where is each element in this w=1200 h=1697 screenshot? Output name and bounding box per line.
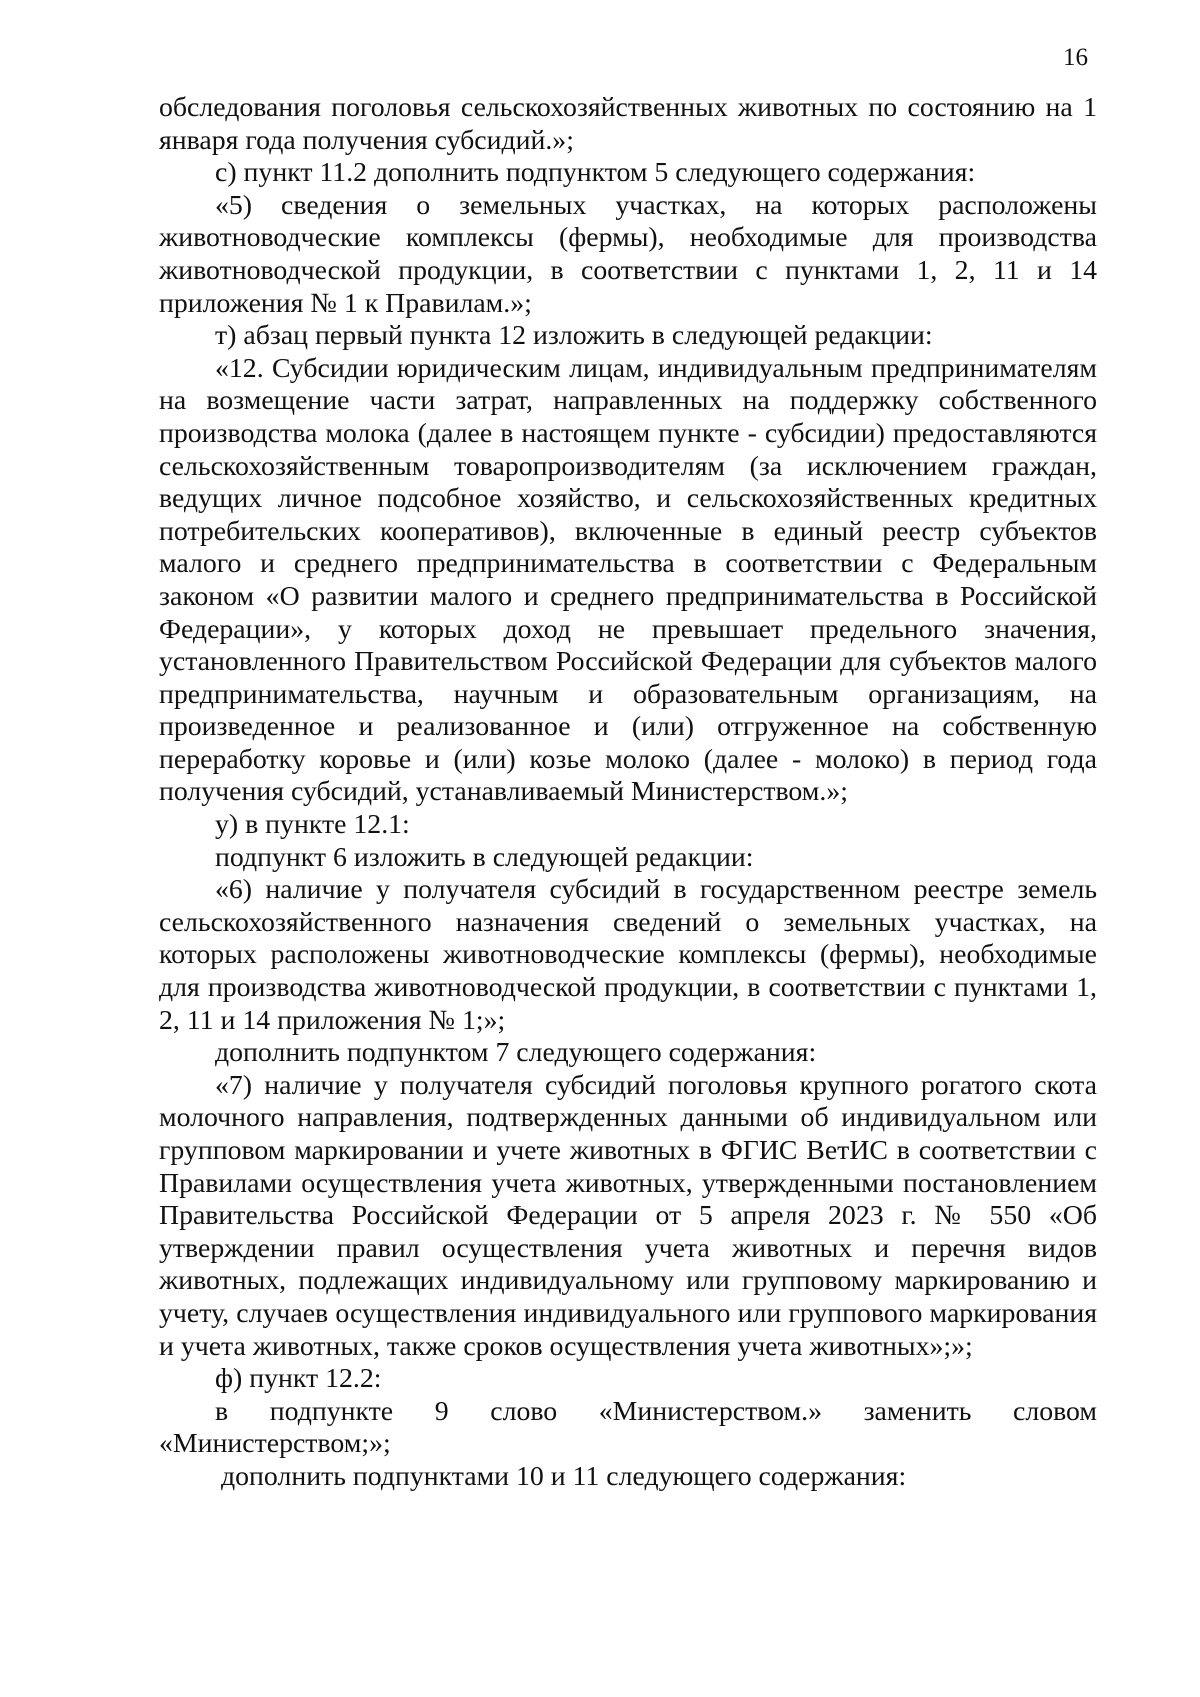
paragraph-item-f: ф) пункт 12.2: [215,1363,382,1395]
paragraph-item-s: с) пункт 11.2 дополнить подпунктом 5 следующего содержания: [215,157,976,189]
paragraph-item-t: т) абзац первый пункта 12 изложить в следующей редакции: [215,320,933,352]
paragraph-subitem-7: «7) наличие у получателя субсидий поголовья крупного рогатого скота молочного направления, подтвержденных данными об индивидуальном или групповом маркировании и учете животных в ФГИС ВетИС в соответствии с Правилами осуществления учета животных, утвержденными постановлением Правительства Российской Федерации от 5 апреля 2023 г. № 550 «Об утверждении правил осуществления учета животных и перечня видов животных, подлежащих индивидуальному или групповому маркированию и учету, случаев осуществления индивидуального или группового маркирования и учета животных, также сроков осуществления учета животных»;»; [159,1069,1097,1362]
document-body [159,92,1097,1494]
paragraph-subitem-7-intro: дополнить подпунктом 7 следующего содержания: [215,1037,817,1069]
paragraph-subitem-5: «5) сведения о земельных участках, на которых расположены животноводческие комплексы (фермы), необходимые для производства животноводческой продукции, в соответствии с пунктами 1, 2, 11 и 14 приложения № 1 к Правилам.»; [159,189,1097,319]
paragraph-subitem-9-replace: в подпункте 9 слово «Министерством.» заменить словом «Министерством;»; [159,1395,1097,1460]
paragraph-subitem-6: «6) наличие у получателя субсидий в государственном реестре земель сельскохозяйственного назначения сведений о земельных участках, на которых расположены животноводческие комплексы (фермы), необходимые для производства животноводческой продукции, в соответствии с пунктами 1, 2, 11 и 14 приложения № 1;»; [159,874,1097,1036]
page-number: 16 [1063,44,1088,71]
paragraph-clause-12: «12. Субсидии юридическим лицам, индивидуальным предпринимателям на возмещение части затрат, направленных на поддержку собственного производства молока (далее в настоящем пункте - субсидии) предоставляются сельскохозяйственным товаропроизводителям (за исключением граждан, ведущих личное подсобное хозяйство, и сельскохозяйственных кредитных потребительских кооперативов), включенные в единый реестр субъектов малого и среднего предпринимательства в соответствии с Федеральным законом «О развитии малого и среднего предпринимательства в Российской Федерации», у которых доход не превышает предельного значения, установленного Правительством Российской Федерации для субъектов малого предпринимательства, научным и образовательным организациям, на произведенное и реализованное и (или) отгруженное на собственную переработку коровье и (или) козье молоко (далее - молоко) в период года получения субсидий, устанавливаемый Министерством.»; [159,352,1097,808]
paragraph-subitems-10-11-intro: дополнить подпунктами 10 и 11 следующего содержания: [221,1460,907,1492]
paragraph-subitem-6-intro: подпункт 6 изложить в следующей редакции: [215,841,754,873]
paragraph-continuation: обследования поголовья сельскохозяйственных животных по состоянию на 1 января года получения субсидий.»; [159,92,1097,156]
paragraph-item-u: у) в пункте 12.1: [215,809,410,841]
